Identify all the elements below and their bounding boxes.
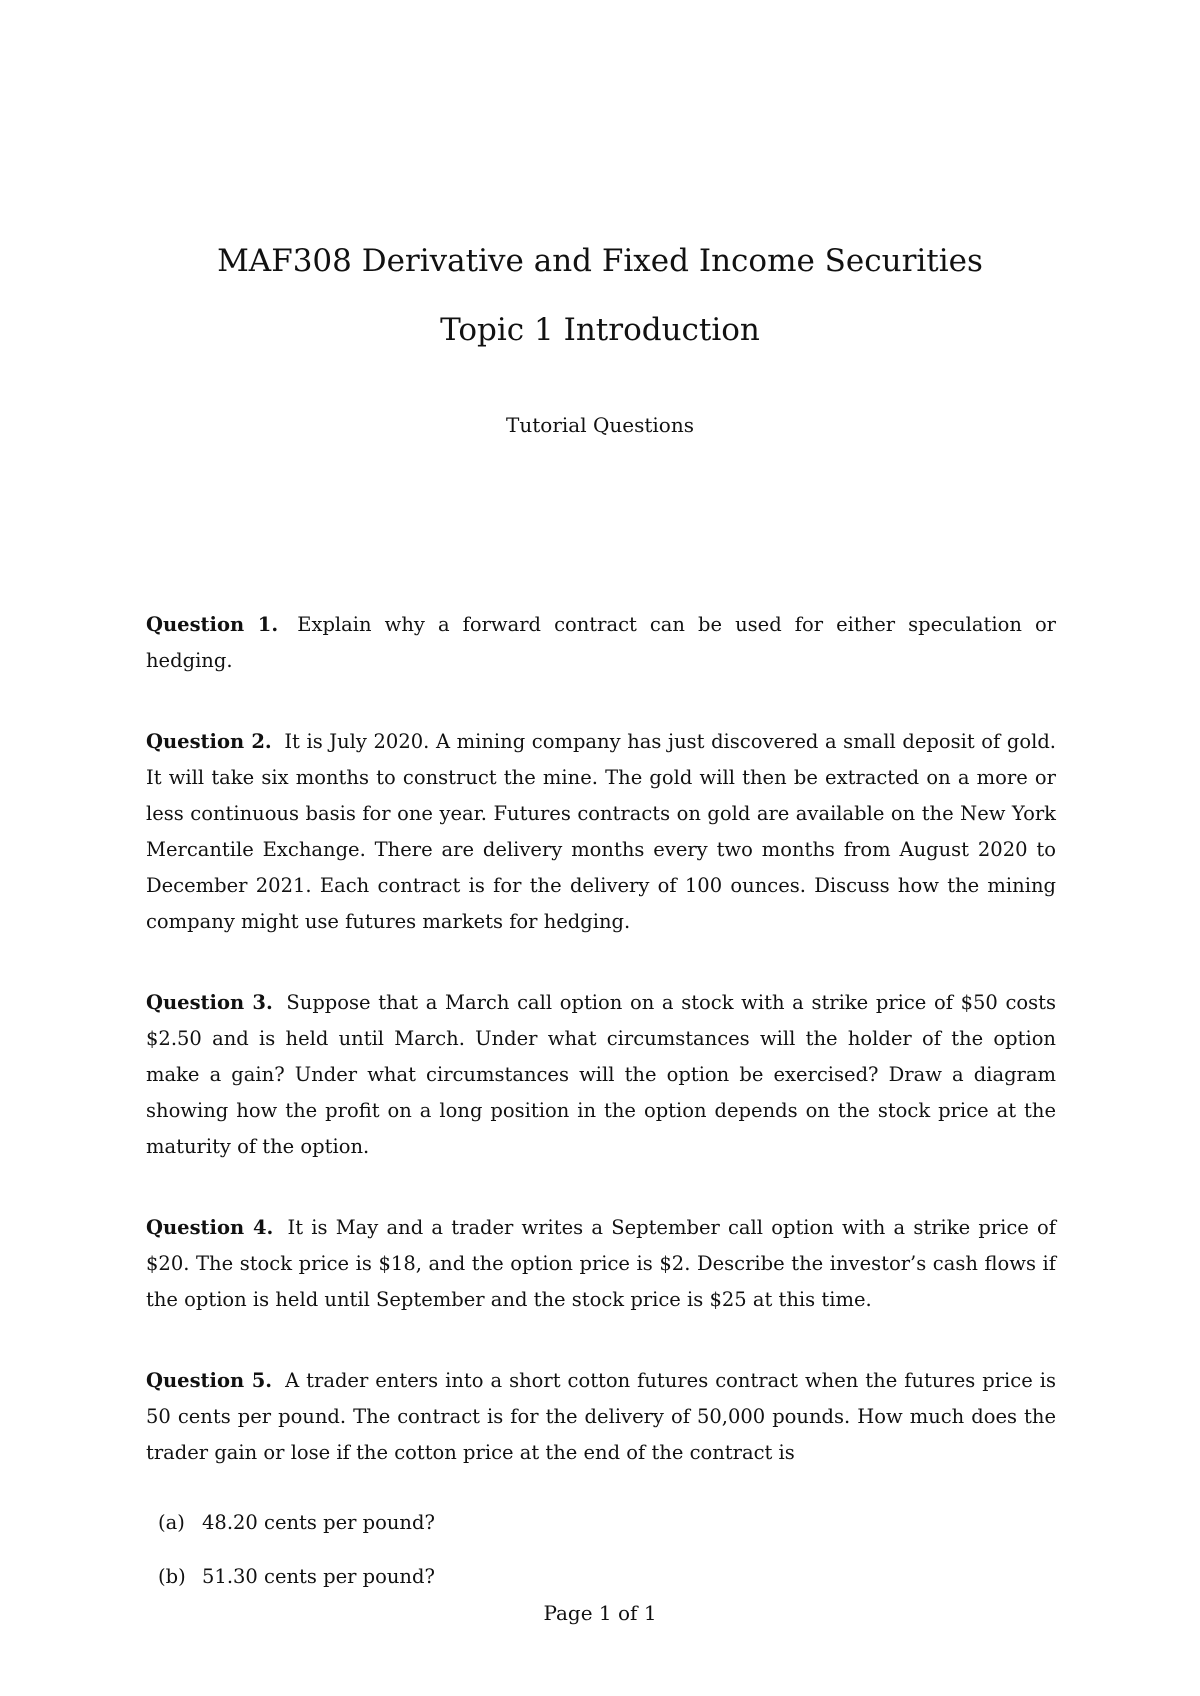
question-text: It is July 2020. A mining company has just discovered a small deposit of gold. It will take six months to construct the mine. The gold will then be extracted on a more or less continuous basis for one year. Futures contracts on gold are available on the New York Mercantile Exchange. There are delivery months every two months from August 2020 to December 2021. Each contract is for the delivery of 100 ounces. Discuss how the mining company might use futures markets for hedging. — [146, 730, 1057, 933]
question-label: Question 5. — [146, 1369, 273, 1392]
question-label: Question 1. — [146, 613, 279, 636]
question-3 — [146, 985, 1056, 1165]
question-label: Question 2. — [146, 730, 272, 753]
question-5 — [146, 1363, 1056, 1471]
question-text: Explain why a forward contract can be used for either speculation or hedging. — [146, 613, 1057, 672]
question-list — [146, 607, 1056, 1613]
question-label: Question 3. — [146, 991, 273, 1014]
page-number: Page 1 of 1 — [543, 1601, 657, 1625]
question-text: A trader enters into a short cotton futures contract when the futures price is 50 cents per pound. The contract is for the delivery of 50,000 pounds. How much does the trader gain or lose if the cotton price at the end of the contract is — [146, 1369, 1056, 1464]
list-item — [158, 1559, 1056, 1595]
question-5-parts — [146, 1505, 1056, 1595]
document-subtitle: Tutorial Questions — [506, 413, 694, 437]
list-item-text: 51.30 cents per pound? — [202, 1565, 435, 1588]
question-1 — [146, 607, 1056, 679]
list-item — [158, 1505, 1056, 1541]
course-title: MAF308 Derivative and Fixed Income Securities — [217, 243, 983, 279]
list-marker: (a) — [158, 1511, 185, 1534]
question-2 — [146, 724, 1056, 940]
list-item-text: 48.20 cents per pound? — [202, 1511, 435, 1534]
question-text: Suppose that a March call option on a stock with a strike price of $50 costs $2.50 and is held until March. Under what circumstances will the holder of the option make a gain? Under what circumstances will the option be exercised? Draw a diagram showing how the profit on a long position in the option depends on the stock price at the maturity of the option. — [146, 991, 1056, 1158]
question-label: Question 4. — [146, 1216, 274, 1239]
question-4 — [146, 1210, 1056, 1318]
topic-title: Topic 1 Introduction — [440, 312, 760, 348]
question-text: It is May and a trader writes a September call option with a strike price of $20. The stock price is $18, and the option price is $2. Describe the investor’s cash flows if the option is held until September and the stock price is $25 at this time. — [146, 1216, 1057, 1311]
list-marker: (b) — [158, 1565, 186, 1588]
